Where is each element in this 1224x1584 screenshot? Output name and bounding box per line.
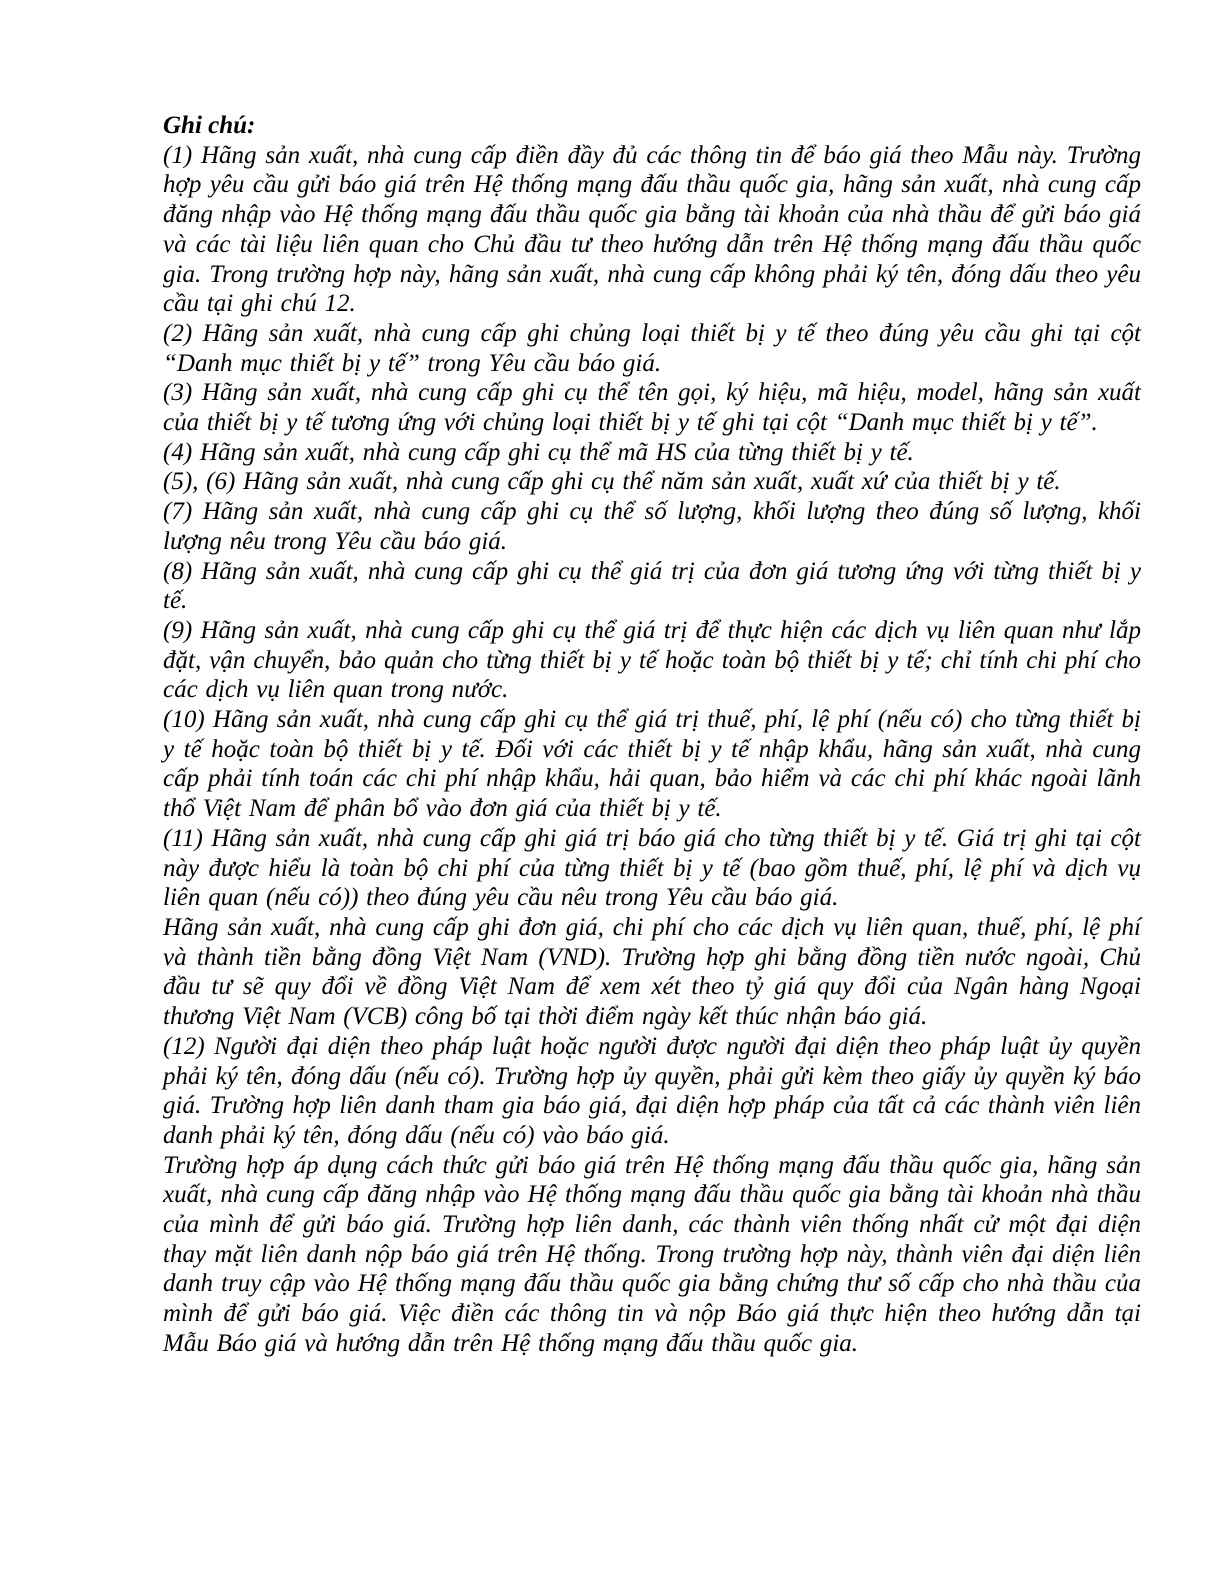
note-paragraph-5-6: (5), (6) Hãng sản xuất, nhà cung cấp ghi cụ thể năm sản xuất, xuất xứ của thiết bị y tế. (163, 468, 1061, 496)
note-paragraph-8: (8) Hãng sản xuất, nhà cung cấp ghi cụ thể giá trị của đơn giá tương ứng với từng thiết bị y tế. (163, 557, 1141, 615)
note-paragraph-3: (3) Hãng sản xuất, nhà cung cấp ghi cụ thể tên gọi, ký hiệu, mã hiệu, model, hãng sản xuất của thiết bị y tế tương ứng với chủng loại thiết bị y tế ghi tại cột “Danh mục thiết bị y tế”. (163, 379, 1141, 437)
notes-section (163, 111, 1141, 1359)
note-paragraph-7: (7) Hãng sản xuất, nhà cung cấp ghi cụ thể số lượng, khối lượng theo đúng số lượng, khối lượng nêu trong Yêu cầu báo giá. (163, 498, 1141, 555)
note-paragraph-10: (10) Hãng sản xuất, nhà cung cấp ghi cụ thể giá trị thuế, phí, lệ phí (nếu có) cho từng thiết bị y tế hoặc toàn bộ thiết bị y tế. Đối với các thiết bị y tế nhập khẩu, hãng sản xuất, nhà cung cấp phải tính toán các chi phí nhập khẩu, hải quan, bảo hiểm và các chi phí khác ngoài lãnh thổ Việt Nam để phân bổ vào đơn giá của thiết bị y tế. (163, 706, 1141, 823)
note-paragraph-11: (11) Hãng sản xuất, nhà cung cấp ghi giá trị báo giá cho từng thiết bị y tế. Giá trị ghi tại cột này được hiểu là toàn bộ chi phí của từng thiết bị y tế (bao gồm thuế, phí, lệ phí và dịch vụ liên quan (nếu có)) theo đúng yêu cầu nêu trong Yêu cầu báo giá. (163, 824, 1141, 912)
note-paragraph-4: (4) Hãng sản xuất, nhà cung cấp ghi cụ thể mã HS của từng thiết bị y tế. (163, 438, 914, 466)
note-paragraph-9: (9) Hãng sản xuất, nhà cung cấp ghi cụ thể giá trị để thực hiện các dịch vụ liên quan như lắp đặt, vận chuyển, bảo quản cho từng thiết bị y tế hoặc toàn bộ thiết bị y tế; chỉ tính chi phí cho các dịch vụ liên quan trong nước. (163, 616, 1141, 704)
note-paragraph-2: (2) Hãng sản xuất, nhà cung cấp ghi chủng loại thiết bị y tế theo đúng yêu cầu ghi tại cột “Danh mục thiết bị y tế” trong Yêu cầu báo giá. (163, 319, 1141, 377)
notes-heading: Ghi chú: (163, 112, 256, 139)
note-paragraph-1: (1) Hãng sản xuất, nhà cung cấp điền đầy đủ các thông tin để báo giá theo Mẫu này. Trường hợp yêu cầu gửi báo giá trên Hệ thống mạng đấu thầu quốc gia, hãng sản xuất, nhà cung cấp đăng nhập vào Hệ thống mạng đấu thầu quốc gia bằng tài khoản của nhà thầu để gửi báo giá và các tài liệu liên quan cho Chủ đầu tư theo hướng dẫn trên Hệ thống mạng đấu thầu quốc gia. Trong trường hợp này, hãng sản xuất, nhà cung cấp không phải ký tên, đóng dấu theo yêu cầu tại ghi chú 12. (163, 141, 1141, 318)
note-paragraph-12: (12) Người đại diện theo pháp luật hoặc người được người đại diện theo pháp luật ủy quyền phải ký tên, đóng dấu (nếu có). Trường hợp ủy quyền, phải gửi kèm theo giấy ủy quyền ký báo giá. Trường hợp liên danh tham gia báo giá, đại diện hợp pháp của tất cả các thành viên liên danh phải ký tên, đóng dấu (nếu có) vào báo giá. (163, 1032, 1141, 1149)
note-paragraph-esubmission: Trường hợp áp dụng cách thức gửi báo giá trên Hệ thống mạng đấu thầu quốc gia, hãng sản xuất, nhà cung cấp đăng nhập vào Hệ thống mạng đấu thầu quốc gia bằng tài khoản nhà thầu của mình để gửi báo giá. Trường hợp liên danh, các thành viên thống nhất cử một đại diện thay mặt liên danh nộp báo giá trên Hệ thống. Trong trường hợp này, thành viên đại diện liên danh truy cập vào Hệ thống mạng đấu thầu quốc gia bằng chứng thư số cấp cho nhà thầu của mình để gửi báo giá. Việc điền các thông tin và nộp Báo giá thực hiện theo hướng dẫn tại Mẫu Báo giá và hướng dẫn trên Hệ thống mạng đấu thầu quốc gia. (163, 1151, 1141, 1357)
note-paragraph-currency: Hãng sản xuất, nhà cung cấp ghi đơn giá, chi phí cho các dịch vụ liên quan, thuế, phí, lệ phí và thành tiền bằng đồng Việt Nam (VND). Trường hợp ghi bằng đồng tiền nước ngoài, Chủ đầu tư sẽ quy đổi về đồng Việt Nam để xem xét theo tỷ giá quy đổi của Ngân hàng Ngoại thương Việt Nam (VCB) công bố tại thời điểm ngày kết thúc nhận báo giá. (163, 913, 1141, 1031)
